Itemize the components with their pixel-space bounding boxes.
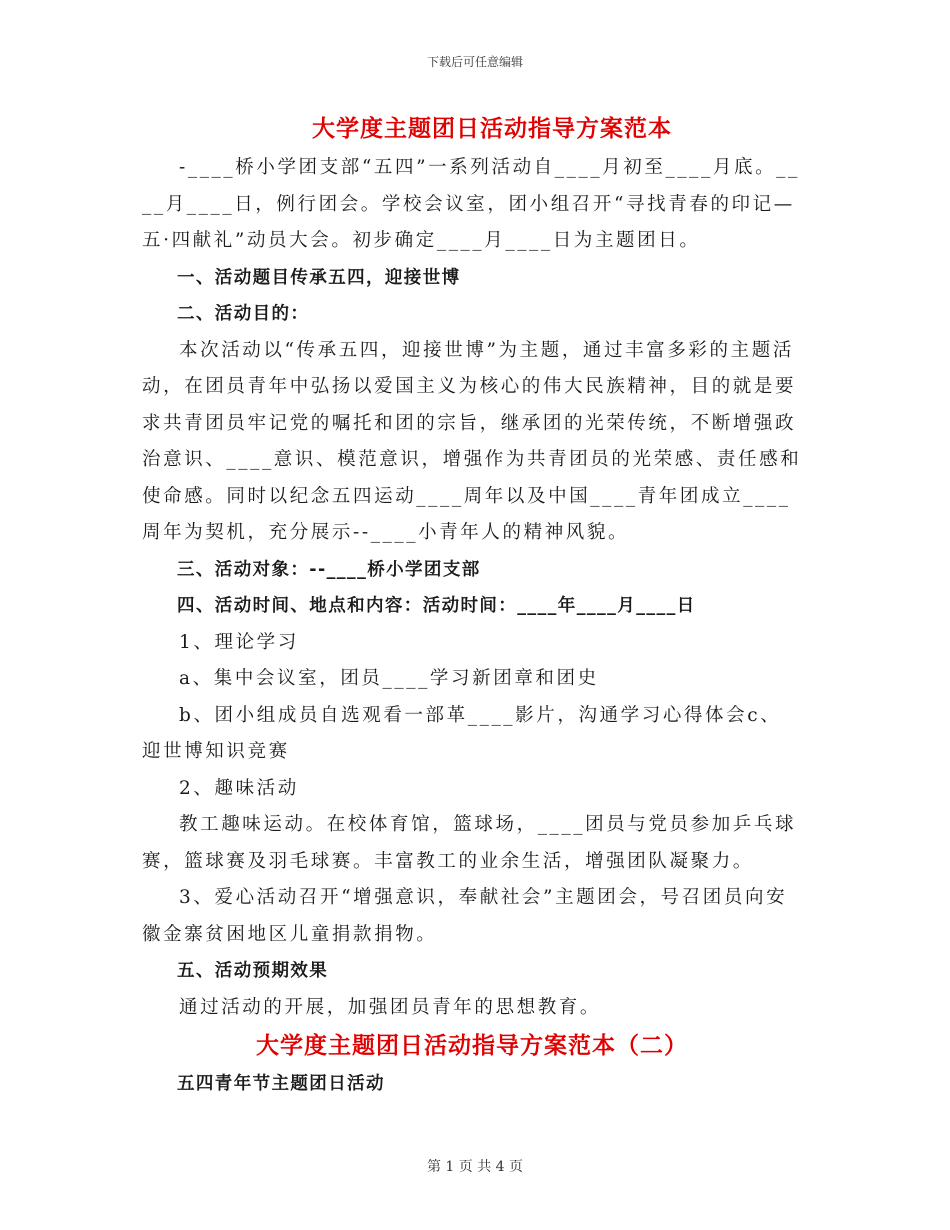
heading-activity-time: 四、活动时间、地点和内容：活动时间：____年____月____日 (177, 596, 696, 616)
item-charity-activity: 3、爱心活动召开“增强意识，奉献社会”主题团会，号召团员向安徽金寨贫困地区儿童捐款捐物。 (142, 887, 788, 945)
heading-activity-target: 三、活动对象：--____桥小学团支部 (177, 559, 481, 580)
item-fun-activity: 2、趣味活动 (179, 777, 299, 799)
paragraph-fun-activity: 教工趣味运动。在校体育馆，篮球场，____团员与党员参加乒乓球赛，篮球赛及羽毛球赛。丰富教工的业余生活，增强团队凝聚力。 (142, 814, 797, 872)
paragraph-expected-effect: 通过活动的开展，加强团员青年的思想教育。 (179, 996, 602, 1018)
page-footer-number: 第 1 页 共 4 页 (426, 1159, 524, 1175)
paragraph-purpose: 本次活动以“传承五四，迎接世博”为主题，通过丰富多彩的主题活动，在团员青年中弘扬以爱国主义为核心的伟大民族精神，目的就是要求共青团员牢记党的嘱托和团的宗旨，继承团的光荣传统，不断增强政治意识、____意识、模范意识，增强作为共青团员的光荣感、责任感和使命感。同时以纪念五四运动____周年以及中国____青年团成立____周年为契机，充分展示--____小青年人的精神风貌。 (142, 339, 802, 543)
item-theory-study: 1、理论学习 (179, 631, 299, 653)
document-body (142, 108, 802, 1103)
heading-activity-topic: 一、活动题目传承五四，迎接世博 (177, 267, 461, 288)
document-title: 大学度主题团日活动指导方案范本 (312, 115, 672, 142)
item-meeting-study: a、集中会议室，团员____学习新团章和团史 (179, 668, 599, 689)
item-film-watch: b、团小组成员自选观看一部革____影片，沟通学习心得体会c、迎世博知识竞赛 (142, 704, 782, 762)
page-header-note: 下载后可任意编辑 (426, 55, 523, 69)
heading-youth-day-activity: 五四青年节主题团日活动 (177, 1074, 385, 1094)
heading-expected-effect: 五、活动预期效果 (177, 961, 329, 981)
paragraph-intro: -____桥小学团支部“五四”一系列活动自____月初至____月底。____月____日，例行团会。学校会议室，团小组召开“寻找青春的印记—五·四献礼”动员大会。初步确定____月____日为主题团日。 (142, 157, 800, 251)
heading-activity-purpose: 二、活动目的： (177, 304, 310, 324)
document-subtitle-two: 大学度主题团日活动指导方案范本（二） (256, 1032, 688, 1059)
